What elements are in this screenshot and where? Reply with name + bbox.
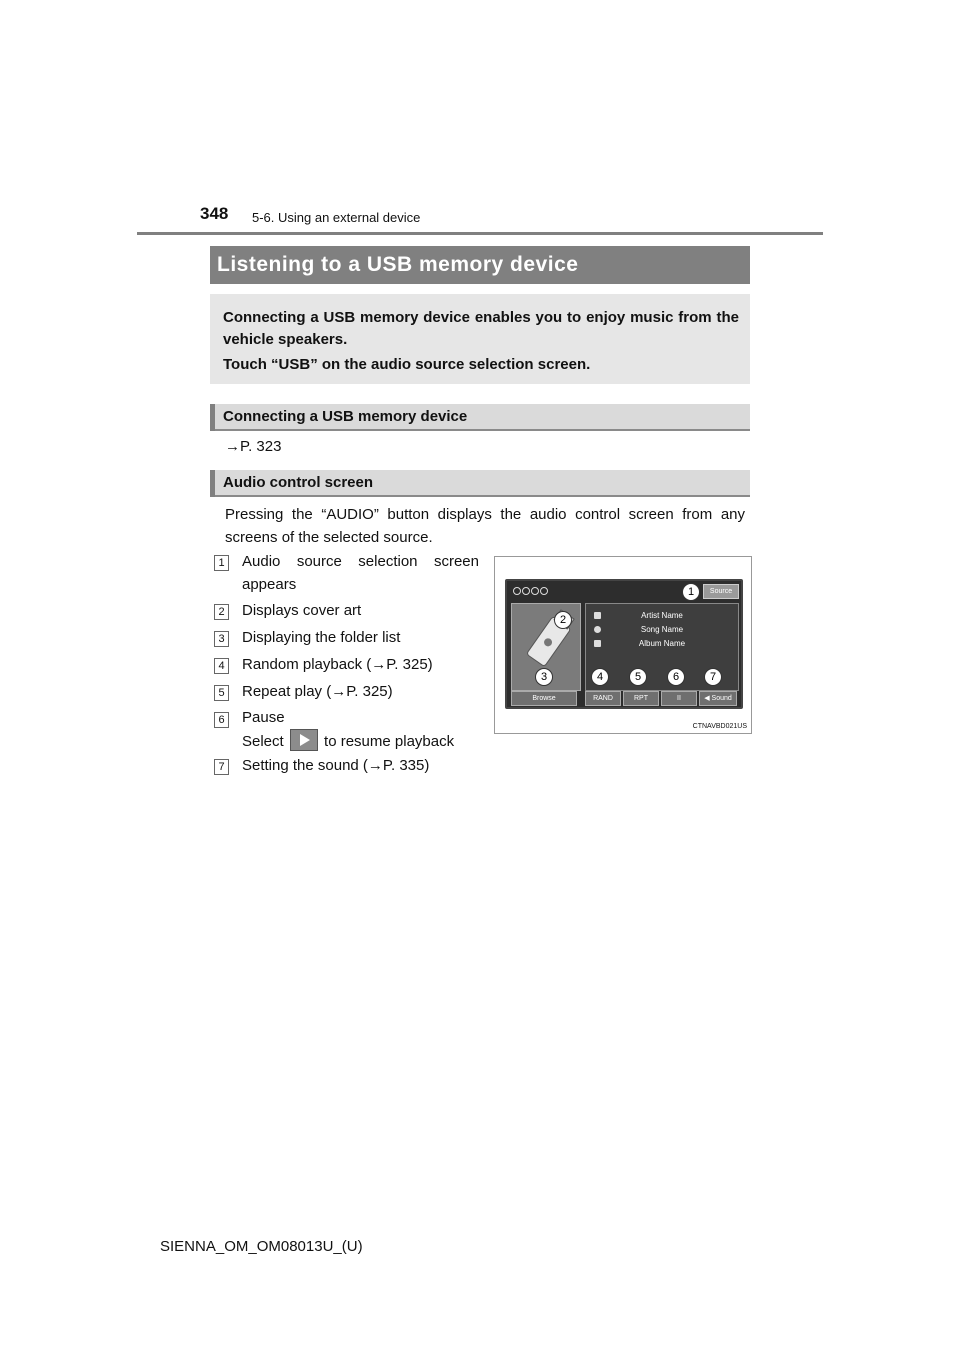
subheading-audio-control [210, 470, 750, 497]
subheading-text: Audio control screen [223, 474, 374, 491]
random-button[interactable]: RAND [585, 691, 621, 706]
list-item-text: Audio source selection screen [242, 553, 479, 570]
page-reference-link[interactable]: →P. 323 [225, 438, 282, 455]
list-item-text: Pause [242, 709, 285, 726]
callout-1: 1 [682, 583, 700, 601]
indicator-dot [531, 587, 539, 595]
list-number: 6 [214, 712, 229, 728]
list-item-text: appears [242, 576, 297, 593]
callout-5: 5 [629, 668, 647, 686]
audio-screen-figure [494, 556, 752, 734]
pause-button[interactable]: II [661, 691, 697, 706]
list-item-text: Displaying the folder list [242, 629, 401, 646]
play-icon [290, 729, 318, 751]
audio-control-description: Pressing the “AUDIO” button displays the audio control screen from any screens of the selected source. [225, 506, 745, 546]
list-item-text: Repeat play (→P. 325) [242, 683, 393, 700]
header-rule [137, 232, 823, 235]
resume-text: to resume playback [324, 732, 455, 750]
sound-button[interactable] [699, 691, 737, 706]
callout-3: 3 [535, 668, 553, 686]
subheading-bar [210, 470, 215, 497]
sound-label: Sound [711, 695, 732, 702]
artist-name: Artist Name [641, 611, 683, 620]
list-number: 7 [214, 759, 229, 775]
callout-4: 4 [591, 668, 609, 686]
list-item-text: Random playback (→P. 325) [242, 656, 433, 673]
subheading-text: Connecting a USB memory device [223, 408, 468, 425]
control-button-row [511, 691, 737, 704]
list-number: 3 [214, 631, 229, 647]
page-number: 348 [200, 204, 229, 223]
select-word: Select [242, 732, 284, 750]
list-number: 2 [214, 604, 229, 620]
audio-control-screen [505, 579, 743, 709]
footer-doc-id: SIENNA_OM_OM08013U_(U) [160, 1238, 363, 1255]
repeat-button[interactable]: RPT [623, 691, 659, 706]
song-name: Song Name [640, 625, 684, 634]
speaker-icon: ◀ [704, 695, 710, 702]
indicator-dot [513, 587, 521, 595]
indicator-dot [522, 587, 530, 595]
indicator-dot [540, 587, 548, 595]
list-item-text: Displays cover art [242, 602, 362, 619]
subheading-bar [210, 404, 215, 431]
resume-instruction [242, 731, 454, 753]
page-title: Listening to a USB memory device [217, 253, 579, 276]
album-name: Album Name [638, 639, 686, 648]
figure-code: CTNAVBD021US [692, 723, 747, 730]
intro-text: Connecting a USB memory device enables you to enjoy music from the vehicle speakers. [223, 309, 739, 348]
source-button[interactable]: Source [703, 584, 739, 599]
list-number: 5 [214, 685, 229, 701]
section-label: 5-6. Using an external device [252, 210, 421, 225]
title-bar [210, 246, 750, 284]
callout-2: 2 [554, 611, 572, 629]
callout-7: 7 [704, 668, 722, 686]
list-number: 4 [214, 658, 229, 674]
list-number: 1 [214, 555, 229, 571]
subheading-connecting [210, 404, 750, 431]
intro-instruction: Touch “USB” on the audio source selection screen. [223, 356, 591, 373]
intro-box [210, 294, 750, 384]
browse-button[interactable]: Browse [511, 691, 577, 706]
list-item-text: Setting the sound (→P. 335) [242, 757, 430, 774]
callout-6: 6 [667, 668, 685, 686]
